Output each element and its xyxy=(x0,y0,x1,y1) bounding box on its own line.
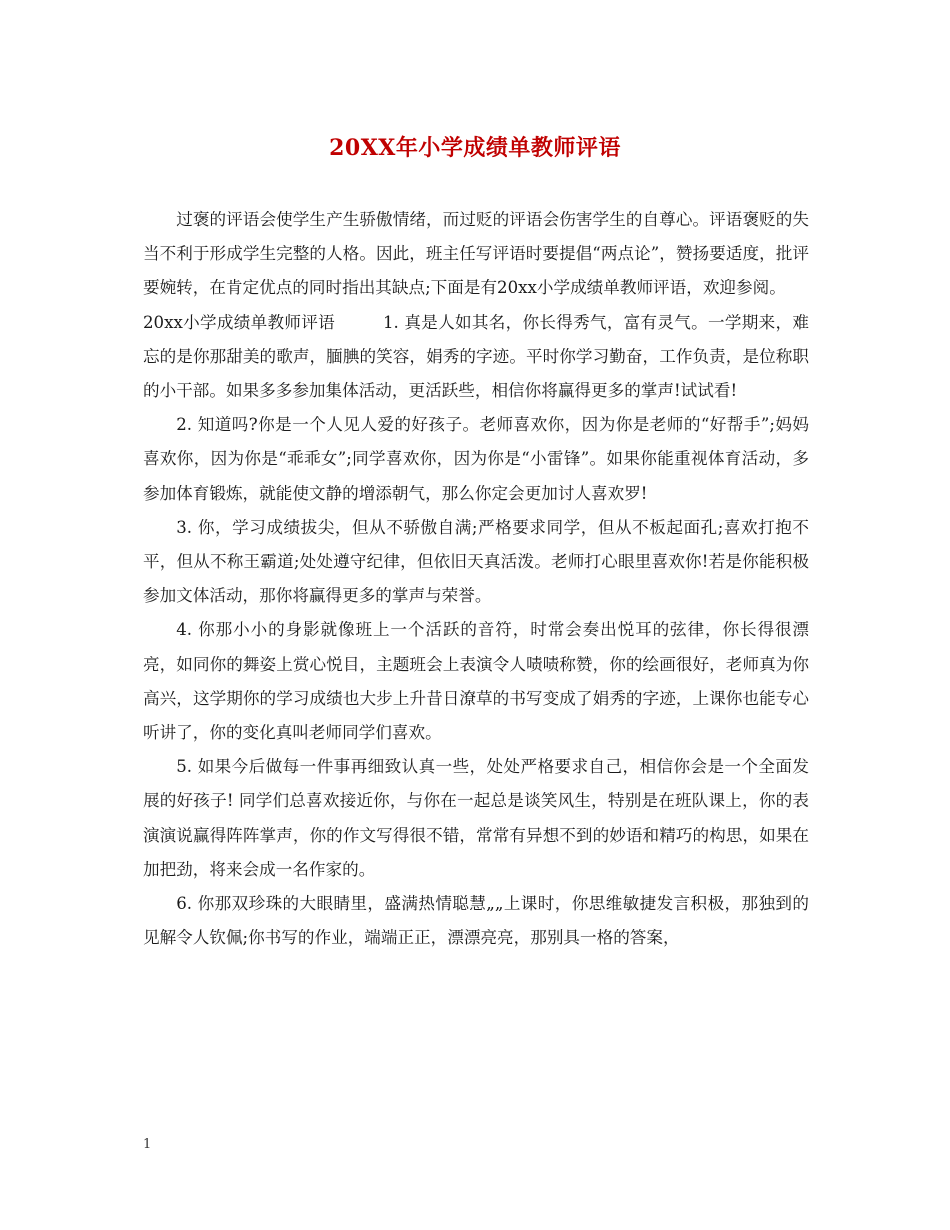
item-paragraph-6: 6. 你那双珍珠的大眼睛里，盛满热情聪慧„„上课时，你思维敏捷发言积极，那独到的见解令人钦佩;你书写的作业，端端正正，漂漂亮亮，那别具一格的答案， xyxy=(143,894,809,948)
item-paragraph-3: 3. 你，学习成绩拔尖，但从不骄傲自满;严格要求同学，但从不板起面孔;喜欢打抱不平，但从不称王霸道;处处遵守纪律，但依旧天真活泼。老师打心眼里喜欢你!若是你能积极参加文体活动，那你将赢得更多的掌声与荣誉。 xyxy=(143,517,809,606)
item-paragraph-5: 5. 如果今后做每一件事再细致认真一些，处处严格要求自己，相信你会是一个全面发展的好孩子! 同学们总喜欢接近你，与你在一起总是谈笑风生，特别是在班队课上，你的表演演说赢得阵阵掌声，你的作文写得很不错，常常有异想不到的妙语和精巧的构思，如果在加把劲，将来会成一名作家的。 xyxy=(143,757,809,879)
page-number: 1 xyxy=(143,1137,152,1152)
section-heading: 20xx小学成绩单教师评语 xyxy=(143,312,335,332)
item-paragraph-4: 4. 你那小小的身影就像班上一个活跃的音符，时常会奏出悦耳的弦律，你长得很漂亮，如同你的舞姿上赏心悦目，主题班会上表演令人啧啧称赞，你的绘画很好，老师真为你高兴，这学期你的学习成绩也大步上升昔日潦草的书写变成了娟秀的字迹，上课你也能专心听讲了，你的变化真叫老师同学们喜欢。 xyxy=(143,620,809,743)
document-title: 20XX年小学成绩单教师评语 xyxy=(329,135,621,161)
document-body xyxy=(143,203,809,955)
item-paragraph-2: 2. 知道吗?你是一个人见人爱的好孩子。老师喜欢你，因为你是老师的“好帮手”;妈妈喜欢你，因为你是“乖乖女”;同学喜欢你，因为你是“小雷锋”。如果你能重视体育活动，多参加体育锻炼，就能使文静的增添朝气，那么你定会更加讨人喜欢罗! xyxy=(143,415,809,503)
intro-paragraph: 过褒的评语会使学生产生骄傲情绪，而过贬的评语会伤害学生的自尊心。评语褒贬的失当不利于形成学生完整的人格。因此，班主任写评语时要提倡“两点论”，赞扬要适度，批评要婉转，在肯定优点的同时指出其缺点;下面是有20xx小学成绩单教师评语，欢迎参阅。 xyxy=(143,210,809,298)
item-paragraph-1 xyxy=(143,306,809,409)
item-text-1: 1. 真是人如其名，你长得秀气，富有灵气。一学期来，难忘的是你那甜美的歌声，腼腆的笑容，娟秀的字迹。平时你学习勤奋，工作负责，是位称职的小干部。如果多多参加集体活动，更活跃些，相信你将赢得更多的掌声!试试看! xyxy=(143,312,809,401)
